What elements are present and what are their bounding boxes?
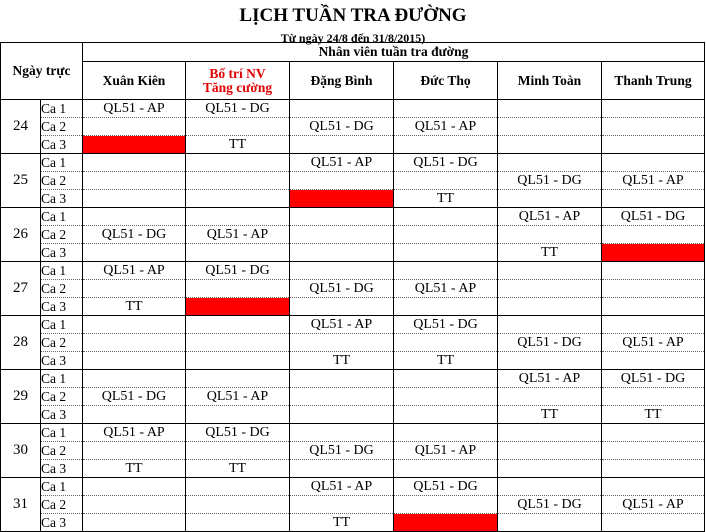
date-range-subtitle: Từ ngày 24/8 đến 31/8/2015) xyxy=(280,31,426,45)
schedule-cell xyxy=(186,208,290,226)
schedule-cell xyxy=(602,316,705,334)
table-row xyxy=(1,190,705,208)
shift-label: Ca 3 xyxy=(41,460,83,478)
schedule-cell xyxy=(394,262,498,280)
schedule-cell: QL51 - AP xyxy=(498,208,602,226)
schedule-cell xyxy=(83,406,186,424)
schedule-cell xyxy=(602,298,705,316)
schedule-cell xyxy=(290,424,394,442)
schedule-cell xyxy=(186,514,290,532)
schedule-cell xyxy=(394,100,498,118)
schedule-cell xyxy=(290,244,394,262)
schedule-cell xyxy=(290,370,394,388)
schedule-cell xyxy=(290,388,394,406)
schedule-cell xyxy=(394,226,498,244)
schedule-cell xyxy=(290,172,394,190)
table-row xyxy=(1,118,705,136)
schedule-cell xyxy=(498,388,602,406)
shift-label: Ca 2 xyxy=(41,226,83,244)
schedule-cell xyxy=(83,352,186,370)
table-row xyxy=(1,424,705,442)
schedule-cell xyxy=(290,262,394,280)
highlight-cell xyxy=(186,298,290,316)
ngay-truc-header: Ngày trực xyxy=(1,43,83,100)
schedule-cell xyxy=(498,100,602,118)
schedule-cell xyxy=(83,514,186,532)
schedule-cell xyxy=(498,190,602,208)
schedule-cell xyxy=(602,424,705,442)
table-row xyxy=(1,316,705,334)
schedule-cell: QL51 - AP xyxy=(186,388,290,406)
shift-label: Ca 2 xyxy=(41,172,83,190)
table-row xyxy=(1,460,705,478)
schedule-cell: QL51 - DG xyxy=(498,172,602,190)
schedule-cell xyxy=(394,370,498,388)
schedule-cell: QL51 - AP xyxy=(186,226,290,244)
shift-label: Ca 1 xyxy=(41,262,83,280)
staff-header-5: Thanh Trung xyxy=(602,62,705,100)
schedule-cell xyxy=(290,460,394,478)
day-number: 31 xyxy=(1,478,41,532)
table-row xyxy=(1,136,705,154)
schedule-cell xyxy=(602,280,705,298)
staff-header-1 xyxy=(186,62,290,100)
shift-label: Ca 2 xyxy=(41,496,83,514)
table-row xyxy=(1,298,705,316)
highlight-cell xyxy=(83,136,186,154)
header-row-group xyxy=(1,43,705,62)
shift-label: Ca 3 xyxy=(41,136,83,154)
schedule-cell xyxy=(290,406,394,424)
shift-label: Ca 1 xyxy=(41,478,83,496)
shift-label: Ca 3 xyxy=(41,514,83,532)
schedule-cell: TT xyxy=(83,298,186,316)
schedule-cell xyxy=(186,244,290,262)
table-row xyxy=(1,514,705,532)
schedule-cell xyxy=(498,262,602,280)
table-row xyxy=(1,352,705,370)
schedule-cell xyxy=(394,424,498,442)
schedule-cell xyxy=(394,334,498,352)
highlight-cell xyxy=(290,190,394,208)
shift-label: Ca 1 xyxy=(41,316,83,334)
schedule-cell xyxy=(602,136,705,154)
schedule-cell xyxy=(186,172,290,190)
staff-header-4: Minh Toàn xyxy=(498,62,602,100)
schedule-cell: QL51 - AP xyxy=(602,496,705,514)
schedule-cell: TT xyxy=(186,136,290,154)
schedule-cell xyxy=(83,280,186,298)
highlight-cell xyxy=(394,514,498,532)
schedule-cell xyxy=(290,226,394,244)
schedule-cell: TT xyxy=(83,460,186,478)
schedule-cell xyxy=(498,118,602,136)
day-number: 28 xyxy=(1,316,41,370)
schedule-cell xyxy=(602,226,705,244)
schedule-cell xyxy=(290,100,394,118)
schedule-cell xyxy=(186,370,290,388)
schedule-cell xyxy=(290,298,394,316)
schedule-cell: QL51 - DG xyxy=(186,100,290,118)
schedule-cell: QL51 - DG xyxy=(186,262,290,280)
shift-label: Ca 1 xyxy=(41,370,83,388)
table-row xyxy=(1,226,705,244)
schedule-cell: QL51 - DG xyxy=(498,496,602,514)
schedule-cell xyxy=(498,460,602,478)
table-row xyxy=(1,262,705,280)
table-row xyxy=(1,388,705,406)
schedule-cell: QL51 - AP xyxy=(290,316,394,334)
schedule-cell: TT xyxy=(498,406,602,424)
shift-label: Ca 1 xyxy=(41,100,83,118)
schedule-cell xyxy=(498,424,602,442)
shift-label: Ca 2 xyxy=(41,388,83,406)
schedule-cell xyxy=(602,154,705,172)
staff-header-line-0: Bố trí NV xyxy=(209,65,266,81)
shift-label: Ca 2 xyxy=(41,334,83,352)
schedule-cell xyxy=(498,154,602,172)
schedule-cell xyxy=(394,406,498,424)
schedule-cell: QL51 - AP xyxy=(602,172,705,190)
day-number: 24 xyxy=(1,100,41,154)
schedule-cell xyxy=(83,370,186,388)
schedule-cell xyxy=(498,280,602,298)
table-row xyxy=(1,280,705,298)
shift-label: Ca 2 xyxy=(41,442,83,460)
shift-label: Ca 1 xyxy=(41,208,83,226)
schedule-cell: QL51 - DG xyxy=(290,442,394,460)
schedule-cell xyxy=(83,316,186,334)
schedule-cell xyxy=(186,280,290,298)
schedule-cell: TT xyxy=(498,244,602,262)
shift-label: Ca 3 xyxy=(41,244,83,262)
schedule-cell: QL51 - DG xyxy=(394,316,498,334)
schedule-cell xyxy=(186,154,290,172)
table-row xyxy=(1,208,705,226)
schedule-cell: QL51 - AP xyxy=(394,442,498,460)
schedule-cell xyxy=(602,514,705,532)
staff-group-header: Nhân viên tuần tra đường xyxy=(83,43,705,62)
schedule-cell xyxy=(83,244,186,262)
schedule-cell xyxy=(602,442,705,460)
shift-label: Ca 3 xyxy=(41,298,83,316)
table-row xyxy=(1,100,705,118)
schedule-cell xyxy=(290,136,394,154)
schedule-cell: QL51 - AP xyxy=(290,154,394,172)
header-row-staff xyxy=(1,62,705,100)
schedule-cell xyxy=(602,460,705,478)
schedule-cell xyxy=(394,208,498,226)
schedule-cell xyxy=(186,352,290,370)
schedule-cell: QL51 - DG xyxy=(602,208,705,226)
table-row xyxy=(1,334,705,352)
schedule-cell xyxy=(186,478,290,496)
staff-header-line-1: Tăng cường xyxy=(202,79,273,95)
day-number: 27 xyxy=(1,262,41,316)
schedule-cell xyxy=(290,208,394,226)
schedule-cell xyxy=(83,208,186,226)
schedule-cell: TT xyxy=(290,352,394,370)
table-row xyxy=(1,154,705,172)
schedule-cell xyxy=(83,478,186,496)
schedule-cell: TT xyxy=(394,190,498,208)
schedule-cell xyxy=(602,478,705,496)
shift-label: Ca 3 xyxy=(41,352,83,370)
table-row xyxy=(1,172,705,190)
schedule-cell xyxy=(602,118,705,136)
schedule-cell xyxy=(602,100,705,118)
schedule-cell xyxy=(498,226,602,244)
schedule-cell xyxy=(394,172,498,190)
schedule-cell xyxy=(83,172,186,190)
schedule-cell xyxy=(498,298,602,316)
schedule-cell xyxy=(83,154,186,172)
schedule-cell xyxy=(602,190,705,208)
schedule-cell: QL51 - DG xyxy=(83,388,186,406)
table-row xyxy=(1,406,705,424)
schedule-cell: QL51 - DG xyxy=(498,334,602,352)
schedule-cell xyxy=(186,406,290,424)
shift-label: Ca 1 xyxy=(41,154,83,172)
schedule-cell xyxy=(498,442,602,460)
schedule-cell xyxy=(83,118,186,136)
shift-label: Ca 2 xyxy=(41,118,83,136)
schedule-cell xyxy=(394,298,498,316)
schedule-cell xyxy=(394,460,498,478)
schedule-cell: QL51 - AP xyxy=(602,334,705,352)
schedule-cell xyxy=(186,442,290,460)
schedule-cell xyxy=(83,334,186,352)
schedule-cell xyxy=(186,190,290,208)
schedule-cell xyxy=(186,118,290,136)
table-row xyxy=(1,370,705,388)
schedule-cell: QL51 - DG xyxy=(394,478,498,496)
schedule-cell xyxy=(83,442,186,460)
shift-label: Ca 3 xyxy=(41,190,83,208)
highlight-cell xyxy=(602,244,705,262)
day-number: 29 xyxy=(1,370,41,424)
shift-label: Ca 3 xyxy=(41,406,83,424)
schedule-cell xyxy=(602,388,705,406)
schedule-cell xyxy=(186,316,290,334)
schedule-cell xyxy=(602,352,705,370)
schedule-cell xyxy=(498,478,602,496)
table-row xyxy=(1,478,705,496)
shift-label: Ca 2 xyxy=(41,280,83,298)
schedule-cell: QL51 - AP xyxy=(83,424,186,442)
schedule-cell: TT xyxy=(186,460,290,478)
table-row xyxy=(1,442,705,460)
schedule-cell xyxy=(394,388,498,406)
schedule-cell: TT xyxy=(394,352,498,370)
schedule-cell: QL51 - AP xyxy=(498,370,602,388)
staff-header-0: Xuân Kiên xyxy=(83,62,186,100)
schedule-cell: QL51 - AP xyxy=(394,280,498,298)
schedule-cell: QL51 - DG xyxy=(394,154,498,172)
schedule-cell: QL51 - AP xyxy=(83,100,186,118)
schedule-cell: QL51 - DG xyxy=(290,118,394,136)
schedule-cell xyxy=(498,514,602,532)
schedule-cell: QL51 - AP xyxy=(290,478,394,496)
schedule-cell: QL51 - DG xyxy=(602,370,705,388)
schedule-cell: QL51 - DG xyxy=(83,226,186,244)
schedule-cell: QL51 - DG xyxy=(186,424,290,442)
schedule-cell xyxy=(498,136,602,154)
page-title: LỊCH TUẦN TRA ĐƯỜNG xyxy=(239,5,467,26)
shift-label: Ca 1 xyxy=(41,424,83,442)
schedule-cell xyxy=(394,244,498,262)
schedule-cell xyxy=(498,316,602,334)
staff-header-3: Đức Thọ xyxy=(394,62,498,100)
schedule-cell xyxy=(186,334,290,352)
schedule-cell xyxy=(83,190,186,208)
schedule-cell: TT xyxy=(290,514,394,532)
schedule-cell xyxy=(290,334,394,352)
staff-header-2: Đặng Bình xyxy=(290,62,394,100)
day-number: 26 xyxy=(1,208,41,262)
schedule-cell xyxy=(602,262,705,280)
schedule-cell: TT xyxy=(602,406,705,424)
schedule-cell: QL51 - DG xyxy=(290,280,394,298)
day-number: 25 xyxy=(1,154,41,208)
schedule-cell xyxy=(498,352,602,370)
day-number: 30 xyxy=(1,424,41,478)
schedule-cell: QL51 - AP xyxy=(394,118,498,136)
schedule-cell: QL51 - AP xyxy=(83,262,186,280)
patrol-schedule-table xyxy=(0,42,705,532)
schedule-cell xyxy=(394,136,498,154)
table-row xyxy=(1,244,705,262)
